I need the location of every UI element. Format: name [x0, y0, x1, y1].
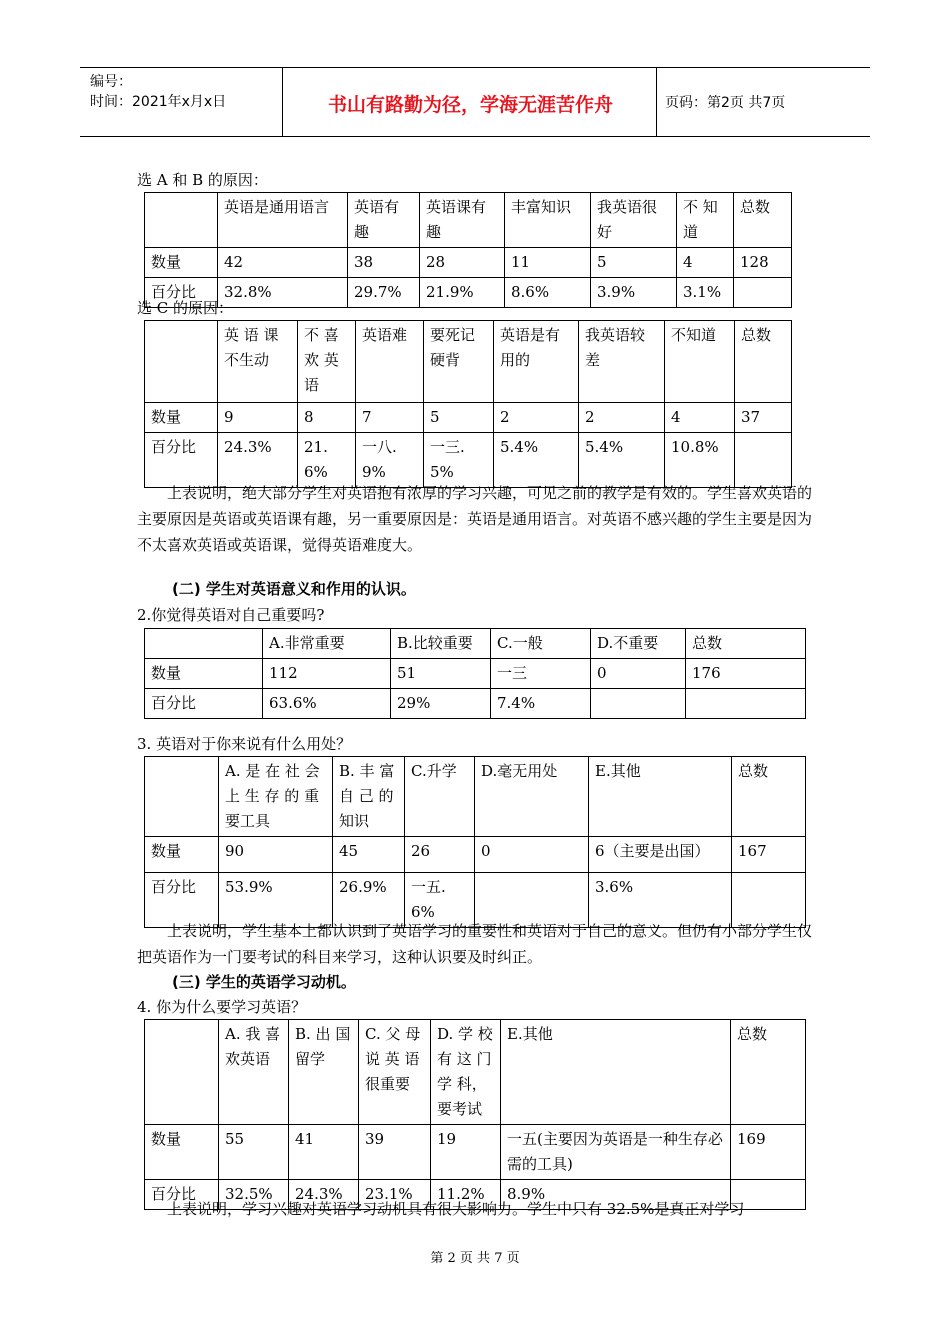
- table-cell: 176: [686, 659, 806, 689]
- table-cell: 5.4%: [494, 433, 579, 488]
- table-header-cell: B. 出 国 留学: [289, 1020, 359, 1125]
- table-cell: 百分比: [145, 278, 218, 308]
- table-cell: 8.6%: [505, 278, 591, 308]
- table-cell: 32.5%: [219, 1180, 289, 1210]
- table-header-cell: E.其他: [501, 1020, 731, 1125]
- table-cell: 11: [505, 248, 591, 278]
- table-header-cell: 总数: [732, 757, 806, 837]
- table-cell: 29%: [391, 689, 491, 719]
- table-cell: 38: [348, 248, 420, 278]
- table-header-cell: B. 丰 富 自 己 的 知识: [333, 757, 405, 837]
- table-cell: 数量: [145, 659, 263, 689]
- table-cell: 数量: [145, 403, 218, 433]
- table-cell: 3.9%: [591, 278, 677, 308]
- table-header-row: [145, 629, 806, 659]
- table-cell: 一八.9%: [356, 433, 424, 488]
- table-cell: 4: [677, 248, 734, 278]
- table-cell: 数量: [145, 248, 218, 278]
- table-cell: 一三.5%: [424, 433, 494, 488]
- table-header-cell: E.其他: [589, 757, 732, 837]
- table-cell: 26: [405, 837, 475, 873]
- table-cell: 2: [579, 403, 665, 433]
- table-header-cell: 不 知道: [677, 193, 734, 248]
- table-cell: 51: [391, 659, 491, 689]
- table-cell: [145, 1020, 219, 1125]
- header-time-label: 时间：2021年x月x日: [90, 94, 227, 110]
- table-cell: 128: [734, 248, 792, 278]
- table-cell: 29.7%: [348, 278, 420, 308]
- table-header-cell: 我英语很好: [591, 193, 677, 248]
- table-header-cell: 总数: [686, 629, 806, 659]
- table-cell: 一五.6%: [405, 873, 475, 928]
- table-cell: 112: [263, 659, 391, 689]
- table-header-cell: 英 语 课不生动: [218, 321, 298, 403]
- table-cell: [591, 689, 686, 719]
- table-cell: 0: [475, 837, 589, 873]
- table-cell: 7.4%: [491, 689, 591, 719]
- table-cell: 24.3%: [218, 433, 298, 488]
- table-cell: [145, 321, 218, 403]
- table-cell: 4: [665, 403, 735, 433]
- table-cell: 2: [494, 403, 579, 433]
- table-header-cell: 英语难: [356, 321, 424, 403]
- table-cell: 23.1%: [359, 1180, 431, 1210]
- table-header-cell: C.升学: [405, 757, 475, 837]
- table-row: [145, 837, 806, 873]
- table-header-cell: D.不重要: [591, 629, 686, 659]
- table-cell: 32.8%: [218, 278, 348, 308]
- table-cell: 19: [431, 1125, 501, 1180]
- table-header-row: [145, 757, 806, 837]
- table-row: [145, 659, 806, 689]
- summary-paragraph: 上表说明，绝大部分学生对英语抱有浓厚的学习兴趣，可见之前的教学是有效的。学生喜欢英语的主要原因是英语或英语课有趣，另一重要原因是：英语是通用语言。对英语不感兴趣的学生主要是因为不太喜欢英语或英语课，觉得英语难度大。: [137, 484, 813, 554]
- table-header-row: [145, 1020, 806, 1125]
- summary-paragraph: 上表说明，学习兴趣对英语学习动机具有很大影响力。学生中只有 32.5%是真正对学习: [167, 1200, 745, 1218]
- table-cell: 3.6%: [589, 873, 732, 928]
- question-4-caption: 4. 你为什么要学习英语？: [137, 998, 307, 1016]
- table-cell: 41: [289, 1125, 359, 1180]
- reasons-ab-table: [144, 192, 792, 308]
- table-cell: 21.6%: [298, 433, 356, 488]
- page-header: [80, 67, 870, 137]
- section-heading: (三) 学生的英语学习动机。: [172, 973, 356, 991]
- question-2-table: [144, 628, 806, 719]
- table-cell: 42: [218, 248, 348, 278]
- table-cell: 167: [732, 837, 806, 873]
- table-header-cell: A. 我 喜 欢英语: [219, 1020, 289, 1125]
- table-header-cell: D. 学 校 有 这 门 学 科， 要考试: [431, 1020, 501, 1125]
- table-cell: 37: [735, 403, 792, 433]
- table-cell: 9: [218, 403, 298, 433]
- table-header-row: [145, 193, 792, 248]
- table-header-cell: C. 父 母 说 英 语 很重要: [359, 1020, 431, 1125]
- table-cell: 169: [731, 1125, 806, 1180]
- table-header-cell: A.非常重要: [263, 629, 391, 659]
- table-cell: 26.9%: [333, 873, 405, 928]
- table-cell: 28: [420, 248, 505, 278]
- table-cell: 5: [591, 248, 677, 278]
- table-cell: 百分比: [145, 689, 263, 719]
- table-row: [145, 689, 806, 719]
- table-row: [145, 1125, 806, 1180]
- header-number-label: 编号：: [90, 74, 132, 90]
- table-cell: 45: [333, 837, 405, 873]
- table-c-caption: 选 C 的原因：: [137, 299, 234, 317]
- table-row: [145, 278, 792, 308]
- table-header-cell: D.毫无用处: [475, 757, 589, 837]
- table-cell: 8.9%: [501, 1180, 731, 1210]
- summary-paragraph: 上表说明，学生基本上都认识到了英语学习的重要性和英语对于自己的意义。但仍有小部分学生仅把英语作为一门要考试的科目来学习，这种认识要及时纠正。: [137, 922, 813, 966]
- table-header-cell: 总数: [735, 321, 792, 403]
- table-cell: 5.4%: [579, 433, 665, 488]
- table-header-cell: 总数: [734, 193, 792, 248]
- table-header-cell: 丰富知识: [505, 193, 591, 248]
- table-header-cell: A. 是 在 社 会 上 生 存 的 重 要工具: [219, 757, 333, 837]
- question-3-caption: 3. 英语对于你来说有什么用处？: [137, 735, 352, 753]
- table-cell: 5: [424, 403, 494, 433]
- question-4-table: [144, 1019, 806, 1210]
- table-cell: 百分比: [145, 1180, 219, 1210]
- table-cell: 数量: [145, 837, 219, 873]
- table-cell: 6（主要是出国）: [589, 837, 732, 873]
- header-motto: 书山有路勤为径，学海无涯苦作舟: [327, 94, 613, 116]
- table-cell: [145, 629, 263, 659]
- table-header-cell: 英语课有趣: [420, 193, 505, 248]
- table-header-cell: 要死记硬背: [424, 321, 494, 403]
- table-cell: 53.9%: [219, 873, 333, 928]
- table-cell: 39: [359, 1125, 431, 1180]
- table-cell: 90: [219, 837, 333, 873]
- question-3-table: [144, 756, 806, 928]
- table-header-cell: 英语有趣: [348, 193, 420, 248]
- table-row: [145, 403, 792, 433]
- table-header-cell: 我英语较差: [579, 321, 665, 403]
- table-cell: 百分比: [145, 433, 218, 488]
- table-cell: 63.6%: [263, 689, 391, 719]
- header-meta: [90, 72, 226, 112]
- page-footer: 第 2 页 共 7 页: [430, 1251, 520, 1266]
- table-cell: [686, 689, 806, 719]
- table-header-cell: 总数: [731, 1020, 806, 1125]
- table-cell: [145, 193, 218, 248]
- section-heading: (二) 学生对英语意义和作用的认识。: [172, 580, 416, 598]
- table-header-cell: 英语是通用语言: [218, 193, 348, 248]
- header-page-info: 页码：第2页 共7页: [665, 95, 786, 111]
- table-ab-caption: 选 A 和 B 的原因：: [137, 171, 268, 189]
- table-cell: 百分比: [145, 873, 219, 928]
- table-cell: 一三: [491, 659, 591, 689]
- table-cell: 55: [219, 1125, 289, 1180]
- table-cell: 10.8%: [665, 433, 735, 488]
- header-divider: [656, 68, 657, 136]
- table-cell: 24.3%: [289, 1180, 359, 1210]
- table-cell: 11.2%: [431, 1180, 501, 1210]
- table-row: [145, 248, 792, 278]
- table-header-row: [145, 321, 792, 403]
- table-cell: [145, 757, 219, 837]
- table-cell: 一五(主要因为英语是一种生存必需的工具): [501, 1125, 731, 1180]
- table-cell: 8: [298, 403, 356, 433]
- table-cell: 21.9%: [420, 278, 505, 308]
- table-header-cell: 不 喜欢 英语: [298, 321, 356, 403]
- table-header-cell: C.一般: [491, 629, 591, 659]
- table-cell: [734, 278, 792, 308]
- table-header-cell: B.比较重要: [391, 629, 491, 659]
- table-cell: 0: [591, 659, 686, 689]
- table-header-cell: 不知道: [665, 321, 735, 403]
- table-cell: 3.1%: [677, 278, 734, 308]
- reasons-c-table: [144, 320, 792, 488]
- header-divider: [282, 68, 283, 136]
- table-header-cell: 英语是有用的: [494, 321, 579, 403]
- table-cell: 7: [356, 403, 424, 433]
- question-2-caption: 2.你觉得英语对自己重要吗?: [137, 606, 325, 624]
- table-cell: 数量: [145, 1125, 219, 1180]
